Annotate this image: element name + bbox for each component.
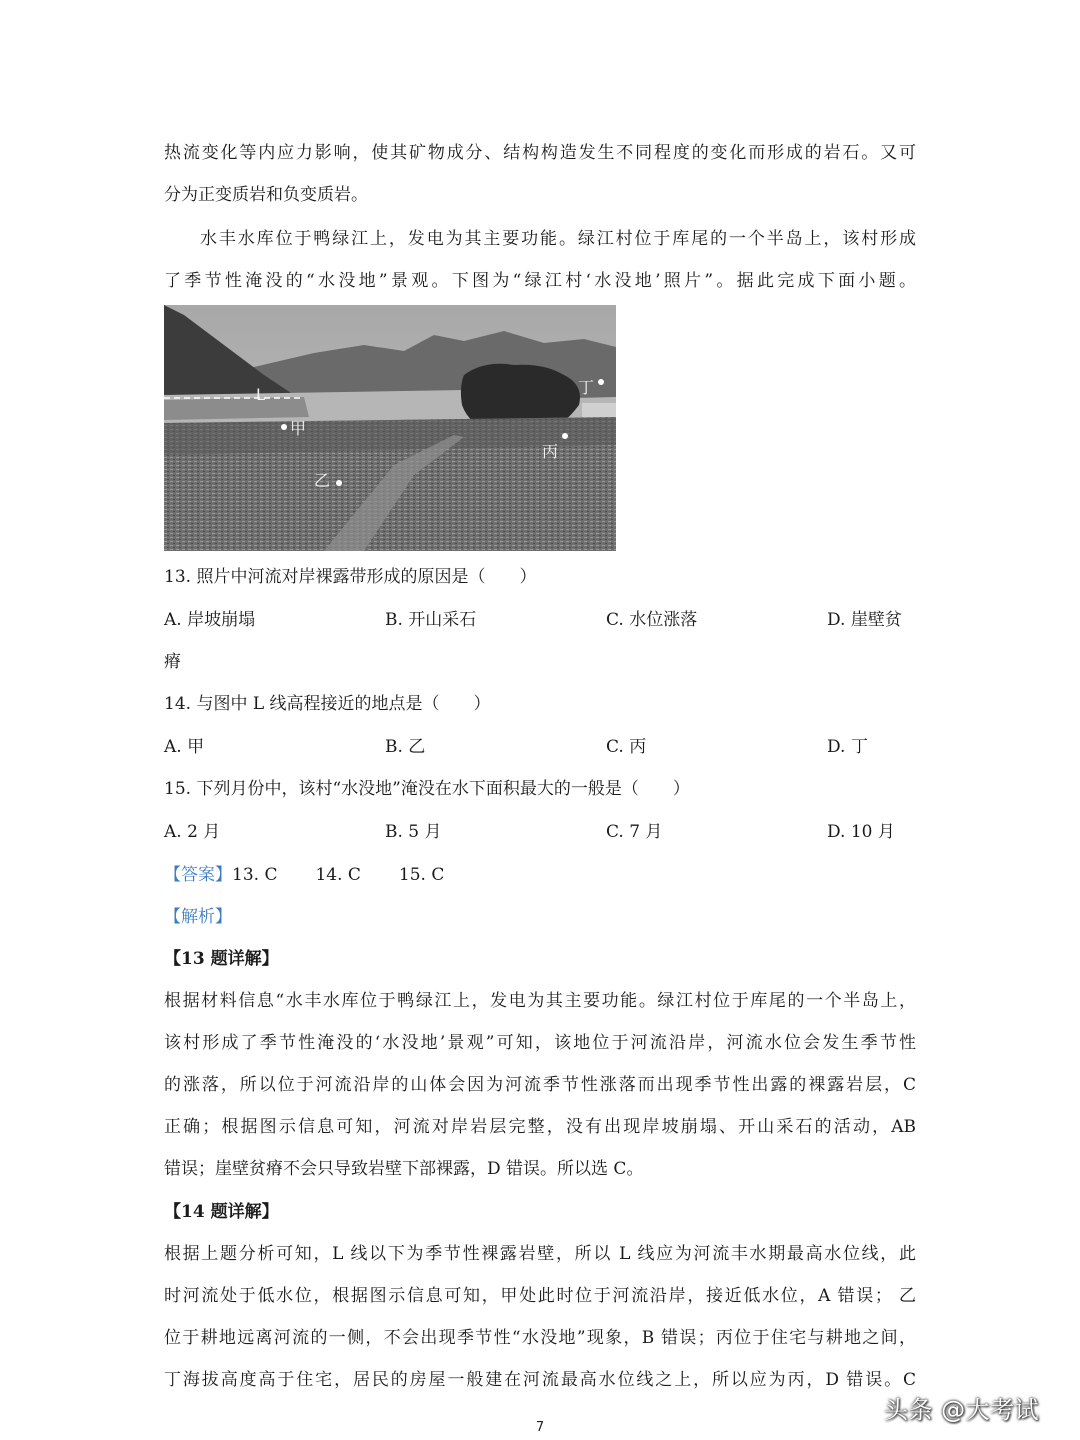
material-line-1: 水丰水库位于鸭绿江上，发电为其主要功能。绿江村位于库尾的一个半岛上，该村形成	[200, 229, 916, 249]
q14-option-b: B. 乙	[385, 737, 426, 757]
intro-line-2: 分为正变质岩和负变质岩。	[164, 185, 368, 205]
q13-option-a: A. 岸坡崩塌	[164, 610, 256, 630]
village-photo	[164, 305, 616, 551]
answer-line	[164, 864, 444, 886]
q13-option-b: B. 开山采石	[385, 610, 477, 630]
photo-point-yi	[336, 480, 342, 486]
analysis-tag: 【解析】	[164, 907, 232, 927]
photo-landscape	[164, 305, 616, 551]
detail-13-line: 错误；崖壁贫瘠不会只导致岩壁下部裸露，D 错误。所以选 C。	[164, 1159, 644, 1179]
photo-label-ding: 丁	[578, 378, 595, 397]
watermark: 头条 @大考试	[884, 1396, 1040, 1424]
q15-option-b: B. 5 月	[385, 822, 442, 842]
photo-label-yi: 乙	[314, 471, 331, 490]
q13-option-d-wrap: 瘠	[164, 652, 181, 672]
question-13-stem: 13. 照片中河流对岸裸露带形成的原因是（ ）	[164, 567, 537, 587]
answer-tag: 【答案】	[164, 865, 232, 885]
photo-label-bing: 丙	[542, 442, 559, 461]
detail-14-line: 根据上题分析可知，L 线以下为季节性裸露岩壁，所以 L 线应为河流丰水期最高水位线，此	[164, 1244, 916, 1264]
page-number: 7	[535, 1420, 545, 1435]
q15-option-c: C. 7 月	[606, 822, 663, 842]
detail-13-line: 的涨落，所以位于河流沿岸的山体会因为河流季节性涨落而出现季节性出露的裸露岩层，C	[164, 1075, 916, 1095]
detail-14-line: 位于耕地远离河流的一侧，不会出现季节性“水没地”现象，B 错误；丙位于住宅与耕地之间，	[164, 1328, 916, 1348]
detail-13-line: 该村形成了季节性淹没的‘水没地’景观”可知，该地位于河流沿岸，河流水位会发生季节性	[164, 1033, 916, 1053]
photo-point-ding	[598, 379, 604, 385]
q15-option-d: D. 10 月	[827, 822, 895, 842]
answer-13: 13. C	[232, 865, 278, 885]
q14-option-a: A. 甲	[164, 737, 205, 757]
detail-14-heading: 【14 题详解】	[164, 1202, 279, 1222]
detail-13-line: 正确；根据图示信息可知，河流对岸岩层完整，没有出现岸坡崩塌、开山采石的活动，AB	[164, 1117, 916, 1137]
detail-14-line: 丁海拔高度高于住宅，居民的房屋一般建在河流最高水位线之上，所以应为丙，D 错误。C	[164, 1370, 916, 1390]
photo-point-bing	[562, 433, 568, 439]
q14-option-d: D. 丁	[827, 737, 868, 757]
photo-label-jia: 甲	[290, 419, 307, 438]
material-line-2: 了季节性淹没的“水没地”景观。下图为“绿江村‘水没地’照片”。据此完成下面小题。	[164, 271, 916, 291]
q15-option-a: A. 2 月	[164, 822, 221, 842]
q13-option-c: C. 水位涨落	[606, 610, 698, 630]
detail-14-line: 时河流处于低水位，根据图示信息可知，甲处此时位于河流沿岸，接近低水位，A 错误； 乙	[164, 1286, 916, 1306]
q13-option-d: D. 崖壁贫	[827, 610, 902, 630]
question-15-stem: 15. 下列月份中，该村“水没地”淹没在水下面积最大的一般是（ ）	[164, 779, 690, 799]
intro-line-1: 热流变化等内应力影响，使其矿物成分、结构构造发生不同程度的变化而形成的岩石。又可	[164, 143, 916, 163]
q14-option-c: C. 丙	[606, 737, 647, 757]
detail-13-heading: 【13 题详解】	[164, 949, 279, 969]
answer-14: 14. C	[315, 865, 361, 885]
answer-15: 15. C	[398, 865, 445, 885]
photo-point-jia	[281, 424, 287, 430]
detail-13-line: 根据材料信息“水丰水库位于鸭绿江上，发电为其主要功能。绿江村位于库尾的一个半岛上，	[164, 991, 916, 1011]
photo-label-L: L	[256, 385, 265, 404]
question-14-stem: 14. 与图中 L 线高程接近的地点是（ ）	[164, 694, 491, 714]
